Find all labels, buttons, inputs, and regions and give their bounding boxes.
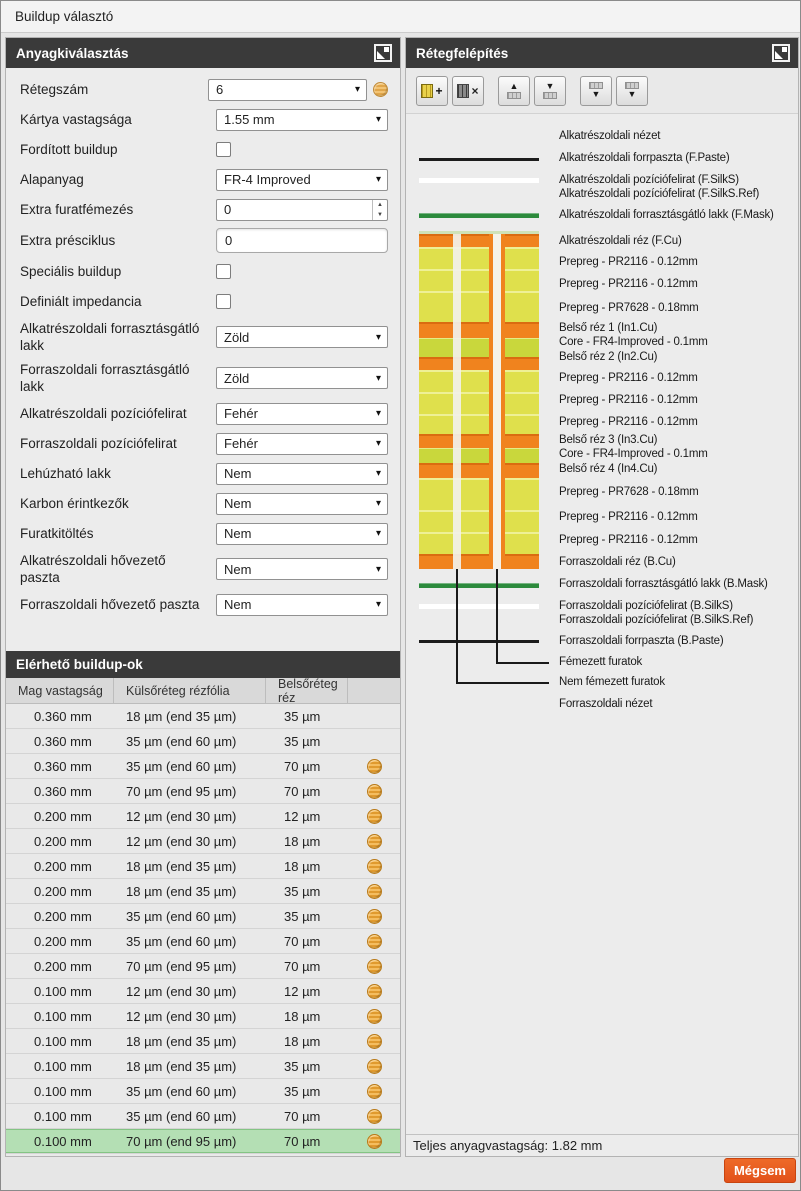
table-row[interactable] [6,704,400,729]
prepreg-layer [419,269,539,291]
core-thickness-cell: 0.360 mm [34,708,92,724]
push-layer-down-button[interactable] [580,76,612,106]
field-label: Rétegszám [20,82,89,97]
chevron-down-icon: ▾ [375,438,381,449]
non-plated-hole [453,234,461,569]
move-up-icon: ▲ [509,81,519,91]
field-label: Kártya vastagsága [20,112,132,127]
inner-copper-cell: 12 µm [284,983,321,999]
stack-label: Belső réz 3 (In3.Cu) [559,434,658,446]
outer-copper-cell: 18 µm (end 35 µm) [126,883,237,899]
reversed-buildup-checkbox[interactable] [216,142,231,157]
remove-layer-icon [457,84,469,98]
field-label: Forraszoldali hővezető paszta [20,597,200,612]
board-thickness-select[interactable]: 1.55 mm ▾ [216,109,388,131]
stack-label: Prepreg - PR2116 - 0.12mm [559,534,698,546]
table-row[interactable] [6,954,400,979]
coin-icon [367,1059,382,1074]
outer-copper-cell: 18 µm (end 35 µm) [126,1058,237,1074]
chevron-down-icon: ▾ [375,468,381,479]
prepreg-layer [419,510,539,532]
outer-copper-cell: 35 µm (end 60 µm) [126,1083,237,1099]
coin-icon [367,759,382,774]
coin-icon [367,809,382,824]
peelable-mask-select[interactable]: Nem ▾ [216,463,388,485]
copper-layer [419,322,539,338]
stack-label: Belső réz 2 (In2.Cu) [559,351,658,363]
stack-label: Alkatrészoldali pozíciófelirat (F.SilkS) [559,174,739,186]
top-thermal-paste-select[interactable]: Nem ▾ [216,558,388,580]
column-header: Mag vastagság [6,678,114,703]
inner-copper-cell: 70 µm [284,933,321,949]
outer-copper-cell: 70 µm (end 95 µm) [126,783,237,799]
stack-label: Alkatrészoldali forrpaszta (F.Paste) [559,152,730,164]
inner-copper-cell: 35 µm [284,733,321,749]
spin-up-icon[interactable]: ▲ [377,201,383,208]
inner-copper-cell: 35 µm [284,883,321,899]
core-thickness-cell: 0.360 mm [34,733,92,749]
core-thickness-cell: 0.100 mm [34,983,92,999]
chevron-down-icon: ▾ [375,331,381,343]
outer-copper-cell: 35 µm (end 60 µm) [126,758,237,774]
core-thickness-cell: 0.100 mm [34,1033,92,1049]
field-label: Speciális buildup [20,264,122,279]
inner-copper-cell: 18 µm [284,1033,321,1049]
copper-layer [419,463,539,478]
stackup-panel-title: Rétegfelépítés [416,45,509,61]
core-layer [419,338,539,357]
stack-label: Belső réz 4 (In4.Cu) [559,463,658,475]
core-thickness-cell: 0.200 mm [34,958,92,974]
collapse-panel-icon[interactable] [772,44,790,62]
table-row[interactable] [6,779,400,804]
coin-icon [367,984,382,999]
inner-copper-cell: 18 µm [284,1008,321,1024]
move-layer-down-button[interactable] [534,76,566,106]
paste-top-line [419,158,539,161]
top-soldermask-select[interactable]: Zöld ▾ [216,326,388,348]
material-form [6,68,400,647]
special-buildup-checkbox[interactable] [216,264,231,279]
inner-copper-cell: 35 µm [284,708,321,724]
buildup-table [6,704,400,1156]
prepreg-layer [419,392,539,414]
core-thickness-cell: 0.200 mm [34,883,92,899]
carbon-contacts-select[interactable]: Nem ▾ [216,493,388,515]
table-row[interactable] [6,979,400,1004]
bottom-thermal-paste-select[interactable]: Nem ▾ [216,594,388,616]
plated-hole-leader [496,662,549,664]
push-bottom-icon: ▼ [627,89,637,99]
stack-label: Forraszoldali réz (B.Cu) [559,556,676,568]
chevron-down-icon: ▾ [375,408,381,419]
stack-label: Prepreg - PR2116 - 0.12mm [559,256,698,268]
core-thickness-cell: 0.200 mm [34,833,92,849]
copper-layer [419,357,539,370]
inner-copper-cell: 35 µm [284,1058,321,1074]
window-title: Buildup választó [15,9,114,24]
column-header: Belsőréteg réz [266,678,348,703]
field-label: Definiált impedancia [20,294,142,309]
remove-layer-button[interactable]: × [452,76,484,106]
outer-copper-cell: 18 µm (end 35 µm) [126,1033,237,1049]
title-bar [1,1,800,33]
field-label: Alkatrészoldali pozíciófelirat [20,406,187,421]
core-thickness-cell: 0.100 mm [34,1008,92,1024]
add-layer-button[interactable]: + [416,76,448,106]
coin-icon [367,859,382,874]
prepreg-layer [419,291,539,322]
bottom-silkscreen-select[interactable]: Fehér ▾ [216,433,388,455]
available-buildups-header: Elérhető buildup-ok [6,651,400,678]
add-layer-icon [421,84,433,98]
extra-plating-spinner[interactable]: 0 ▲ ▼ [216,199,388,221]
chevron-down-icon: ▾ [375,174,381,185]
table-row[interactable] [6,729,400,754]
inner-copper-cell: 35 µm [284,1083,321,1099]
table-row[interactable] [6,854,400,879]
field-label: Extra présciklus [20,233,116,248]
table-row[interactable] [6,1104,400,1129]
inner-copper-cell: 18 µm [284,833,321,849]
defined-impedance-checkbox[interactable] [216,294,231,309]
copper-layer [419,434,539,448]
coin-icon [367,934,382,949]
outer-copper-cell: 12 µm (end 30 µm) [126,983,237,999]
mask-bottom-line [419,583,539,588]
core-thickness-cell: 0.360 mm [34,783,92,799]
plated-hole [489,234,505,569]
table-row[interactable] [6,1004,400,1029]
paste-bottom-line [419,640,539,643]
table-row[interactable] [6,829,400,854]
outer-copper-cell: 18 µm (end 35 µm) [126,708,237,724]
stack-label: Alkatrészoldali réz (F.Cu) [559,235,682,247]
table-row[interactable] [6,1054,400,1079]
inner-copper-cell: 12 µm [284,808,321,824]
stack-label: Forraszoldali forrpaszta (B.Paste) [559,635,724,647]
cancel-button[interactable]: Mégsem [724,1158,796,1183]
outer-copper-cell: 12 µm (end 30 µm) [126,833,237,849]
pcb-cross-section [419,234,539,569]
total-thickness-bar [406,1134,798,1156]
stack-label: Core - FR4-Improved - 0.1mm [559,448,708,460]
mask-top-line [419,213,539,218]
move-layer-up-button[interactable] [498,76,530,106]
stack-label: Forraszoldali pozíciófelirat (B.SilkS) [559,600,733,612]
top-silkscreen-select[interactable]: Fehér ▾ [216,403,388,425]
stack-label: Alkatrészoldali pozíciófelirat (F.SilkS.Ref) [559,188,760,200]
stack-label: Alkatrészoldali forrasztásgátló lakk (F.Mask) [559,209,774,221]
bottom-soldermask-select[interactable]: Zöld ▾ [216,367,388,389]
base-material-select[interactable]: FR-4 Improved ▾ [216,169,388,191]
column-header [348,678,400,703]
table-row[interactable] [6,1079,400,1104]
field-label: Extra furatfémezés [20,202,134,217]
prepreg-layer [419,478,539,510]
outer-copper-cell: 70 µm (end 95 µm) [126,1133,237,1149]
stack-label: Nem fémezett furatok [559,676,665,688]
coin-icon [367,884,382,899]
prepreg-layer [419,247,539,269]
layer-count-select[interactable]: 6 ▾ [208,79,367,101]
coin-icon [367,1084,382,1099]
core-thickness-cell: 0.100 mm [34,1108,92,1124]
push-down-icon: ▼ [591,89,601,99]
layer-stackup-panel [405,37,799,1157]
outer-copper-cell: 70 µm (end 95 µm) [126,958,237,974]
coin-icon [367,1034,382,1049]
prepreg-layer [419,414,539,434]
silk-bottom-line [419,604,539,609]
chevron-down-icon: ▾ [375,563,381,575]
core-thickness-cell: 0.100 mm [34,1133,92,1149]
field-label: Forraszoldali forrasztásgátló lakk [20,362,190,394]
inner-copper-cell: 18 µm [284,858,321,874]
stack-label: Prepreg - PR2116 - 0.12mm [559,394,698,406]
stack-label: Forraszoldali pozíciófelirat (B.SilkS.Ref) [559,614,754,626]
outer-copper-cell: 35 µm (end 60 µm) [126,733,237,749]
stackup-toolbar [406,68,798,114]
buildup-table-header [6,678,400,704]
chevron-down-icon: ▾ [375,599,381,610]
core-thickness-cell: 0.360 mm [34,758,92,774]
coin-icon [367,959,382,974]
core-layer [419,448,539,463]
core-thickness-cell: 0.200 mm [34,858,92,874]
inner-copper-cell: 35 µm [284,908,321,924]
field-label: Lehúzható lakk [20,466,111,481]
stack-label: Prepreg - PR2116 - 0.12mm [559,511,698,523]
stack-label: Prepreg - PR2116 - 0.12mm [559,416,698,428]
coin-icon [373,82,388,97]
push-layer-bottom-button[interactable] [616,76,648,106]
core-thickness-cell: 0.200 mm [34,933,92,949]
layer-stack-diagram [406,114,798,1134]
non-plated-hole-leader [456,682,549,684]
table-row[interactable] [6,1029,400,1054]
material-panel-header [6,38,400,68]
coin-icon [367,1009,382,1024]
move-down-icon: ▼ [545,81,555,91]
field-label: Forraszoldali pozíciófelirat [20,436,177,451]
core-thickness-cell: 0.100 mm [34,1058,92,1074]
stack-label: Prepreg - PR2116 - 0.12mm [559,278,698,290]
stack-label: Alkatrészoldali nézet [559,130,661,142]
coin-icon [367,909,382,924]
stackup-panel-header [406,38,798,68]
prepreg-layer [419,532,539,554]
table-row[interactable] [6,804,400,829]
core-thickness-cell: 0.200 mm [34,908,92,924]
extra-press-cycle-input[interactable]: 0 [216,228,388,253]
chevron-down-icon: ▾ [354,84,360,95]
stack-label: Belső réz 1 (In1.Cu) [559,322,658,334]
core-thickness-cell: 0.200 mm [34,808,92,824]
copper-layer [419,234,539,247]
field-label: Alkatrészoldali hővezető paszta [20,553,166,585]
field-label: Fordított buildup [20,142,118,157]
coin-icon [367,1109,382,1124]
collapse-panel-icon[interactable] [374,44,392,62]
field-label: Alapanyag [20,172,84,187]
non-plated-hole-leader [456,569,458,684]
chevron-down-icon: ▾ [375,372,381,384]
total-thickness-text: Teljes anyagvastagság: 1.82 mm [413,1138,603,1153]
outer-copper-cell: 35 µm (end 60 µm) [126,1108,237,1124]
coin-icon [367,834,382,849]
table-row[interactable] [6,1129,400,1154]
chevron-down-icon: ▾ [375,114,381,125]
stack-label: Forraszoldali forrasztásgátló lakk (B.Mask) [559,578,768,590]
via-filling-select[interactable]: Nem ▾ [216,523,388,545]
chevron-down-icon: ▾ [375,498,381,509]
outer-copper-cell: 35 µm (end 60 µm) [126,908,237,924]
field-label: Alkatrészoldali forrasztásgátló lakk [20,321,200,353]
table-row[interactable] [6,929,400,954]
inner-copper-cell: 70 µm [284,758,321,774]
inner-copper-cell: 70 µm [284,783,321,799]
outer-copper-cell: 18 µm (end 35 µm) [126,858,237,874]
stack-label: Core - FR4-Improved - 0.1mm [559,336,708,348]
material-panel-title: Anyagkiválasztás [16,45,129,61]
table-row[interactable] [6,754,400,779]
field-label: Karbon érintkezők [20,496,129,511]
stack-label: Prepreg - PR7628 - 0.18mm [559,486,699,498]
stack-label: Forraszoldali nézet [559,698,653,710]
outer-copper-cell: 12 µm (end 30 µm) [126,808,237,824]
core-thickness-cell: 0.100 mm [34,1083,92,1099]
outer-copper-cell: 12 µm (end 30 µm) [126,1008,237,1024]
stack-label: Prepreg - PR7628 - 0.18mm [559,302,699,314]
plated-hole-leader [496,569,498,664]
stack-label: Prepreg - PR2116 - 0.12mm [559,372,698,384]
stack-label: Fémezett furatok [559,656,643,668]
coin-icon [367,784,382,799]
column-header: Külsőréteg rézfólia [114,678,266,703]
field-label: Furatkitöltés [20,526,94,541]
silk-top-line [419,178,539,183]
outer-copper-cell: 35 µm (end 60 µm) [126,933,237,949]
material-selection-panel [5,37,401,1157]
table-row[interactable] [6,904,400,929]
copper-layer [419,554,539,569]
spin-down-icon[interactable]: ▼ [377,211,383,218]
coin-icon [367,1134,382,1149]
inner-copper-cell: 70 µm [284,1133,321,1149]
inner-copper-cell: 70 µm [284,958,321,974]
table-row[interactable] [6,879,400,904]
chevron-down-icon: ▾ [375,528,381,539]
prepreg-layer [419,370,539,392]
inner-copper-cell: 70 µm [284,1108,321,1124]
